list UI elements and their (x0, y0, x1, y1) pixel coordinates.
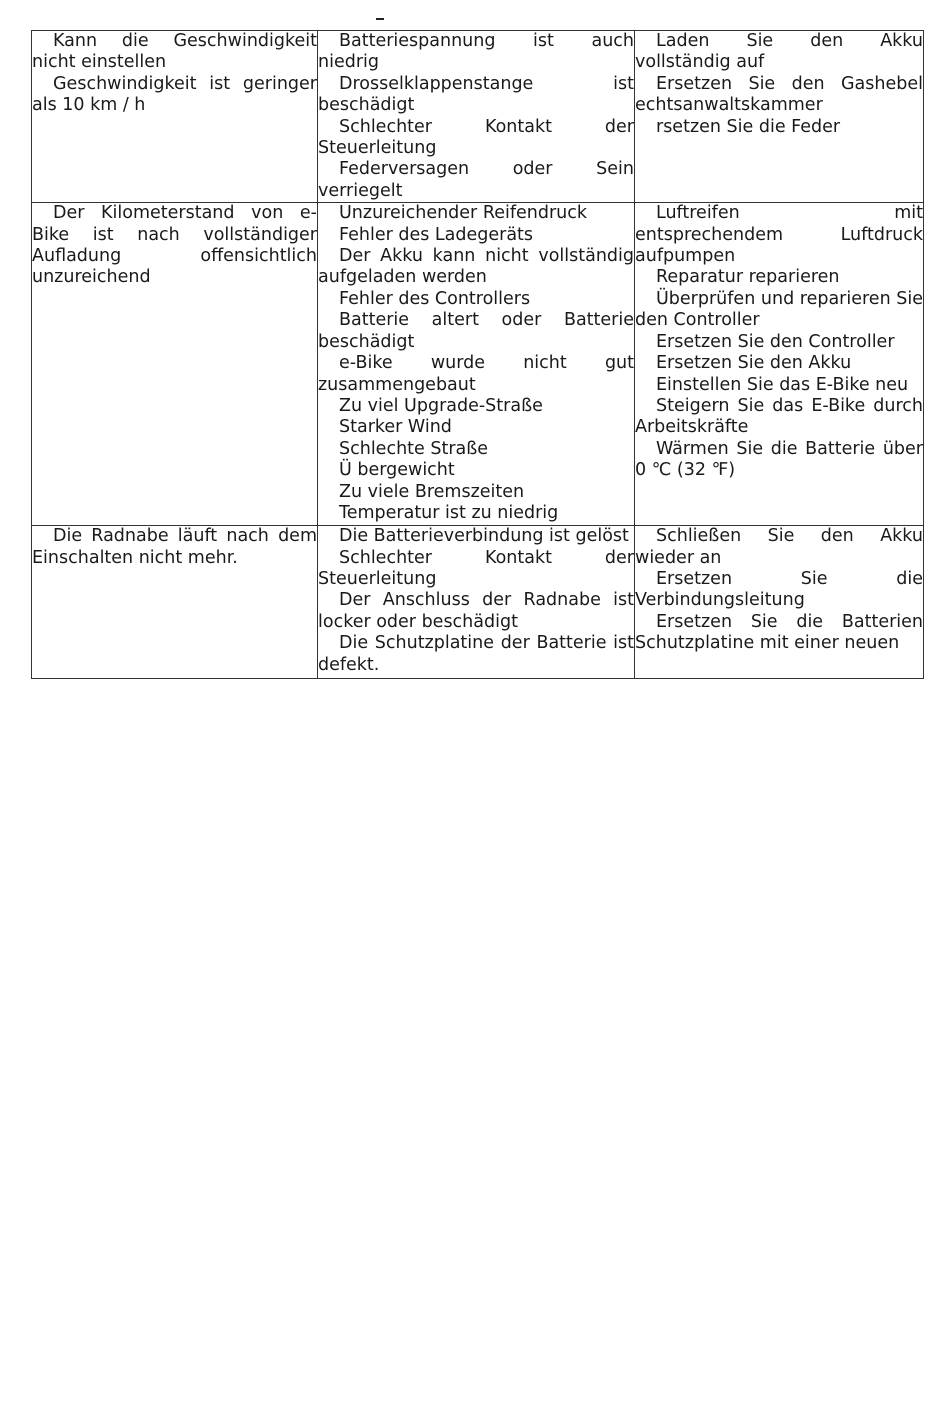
cause-text: Die Schutzplatine der Batterie ist defekt. (318, 633, 634, 675)
remedy-text: Luftreifen mit entsprechendem Luftdruck aufpumpen (635, 203, 923, 267)
remedy-text: Ersetzen Sie die Batterien Schutzplatine mit einer neuen (635, 611, 923, 654)
cause-text: Fehler des Ladegeräts (339, 224, 534, 245)
cause-text: Batteriespannung ist auch niedrig (318, 31, 634, 73)
page-mark (376, 18, 384, 20)
remedy-text: Ersetzen Sie den Akku (656, 353, 852, 374)
remedy-text: Einstellen Sie das E-Bike neu (656, 374, 909, 395)
cause-text: e-Bike wurde nicht gut zusammengebaut (318, 353, 634, 395)
table-row (32, 31, 924, 203)
remedy-cell (635, 31, 924, 203)
remedy-text: rsetzen Sie die Feder (656, 116, 841, 137)
symptom-cell (32, 31, 318, 203)
symptom-cell (32, 526, 318, 679)
table-row (32, 526, 924, 679)
cause-cell (318, 526, 635, 679)
cause-text: Die Batterieverbindung ist gelöst (339, 526, 629, 547)
remedy-text: Steigern Sie das E-Bike durch Arbeitskräfte (635, 395, 923, 438)
remedy-text: Laden Sie den Akku vollständig auf (635, 31, 923, 73)
remedy-text: Ersetzen Sie den Gashebel echtsanwaltskammer (635, 73, 923, 116)
cause-text: Schlechter Kontakt der Steuerleitung (318, 116, 634, 159)
symptom-text: Die Radnabe läuft nach dem Einschalten nicht mehr. (32, 526, 317, 568)
cause-text: Zu viele Bremszeiten (339, 481, 525, 502)
cause-text: Unzureichender Reifendruck (339, 203, 587, 224)
cause-text: Temperatur ist zu niedrig (339, 502, 559, 523)
cause-text: Drosselklappenstange ist beschädigt (318, 73, 634, 116)
remedy-text: Ersetzen Sie die Verbindungsleitung (635, 569, 923, 611)
symptom-text: Der Kilometerstand von e-Bike ist nach vollständiger Aufladung offensichtlich unzureichend (32, 203, 317, 288)
cause-text: Federversagen oder Sein verriegelt (318, 159, 634, 201)
symptom-text: Geschwindigkeit ist geringer als 10 km / h (32, 73, 317, 116)
cause-text: Fehler des Controllers (339, 288, 531, 309)
remedy-text: Ersetzen Sie den Controller (656, 331, 895, 352)
cause-cell (318, 203, 635, 526)
cause-text: Batterie altert oder Batterie beschädigt (318, 310, 634, 352)
cause-text: Schlechter Kontakt der Steuerleitung (318, 547, 634, 590)
cause-text: Starker Wind (339, 417, 452, 438)
cause-cell (318, 31, 635, 203)
cause-text: Ü bergewicht (339, 460, 455, 481)
remedy-cell (635, 203, 924, 526)
remedy-text: Wärmen Sie die Batterie über 0 ℃ (32 ℉) (635, 438, 923, 481)
cause-text: Zu viel Upgrade-Straße (339, 395, 543, 416)
symptom-text: Kann die Geschwindigkeit nicht einstellen (32, 31, 317, 73)
cause-text: Schlechte Straße (339, 438, 489, 459)
troubleshooting-table (31, 30, 924, 679)
table-row (32, 203, 924, 526)
remedy-text: Reparatur reparieren (656, 267, 840, 288)
symptom-cell (32, 203, 318, 526)
remedy-text: Schließen Sie den Akku wieder an (635, 526, 923, 568)
remedy-cell (635, 526, 924, 679)
cause-text: Der Anschluss der Radnabe ist locker oder beschädigt (318, 590, 634, 632)
cause-text: Der Akku kann nicht vollständig aufgeladen werden (318, 246, 634, 288)
remedy-text: Überprüfen und reparieren Sie den Controller (635, 288, 923, 331)
